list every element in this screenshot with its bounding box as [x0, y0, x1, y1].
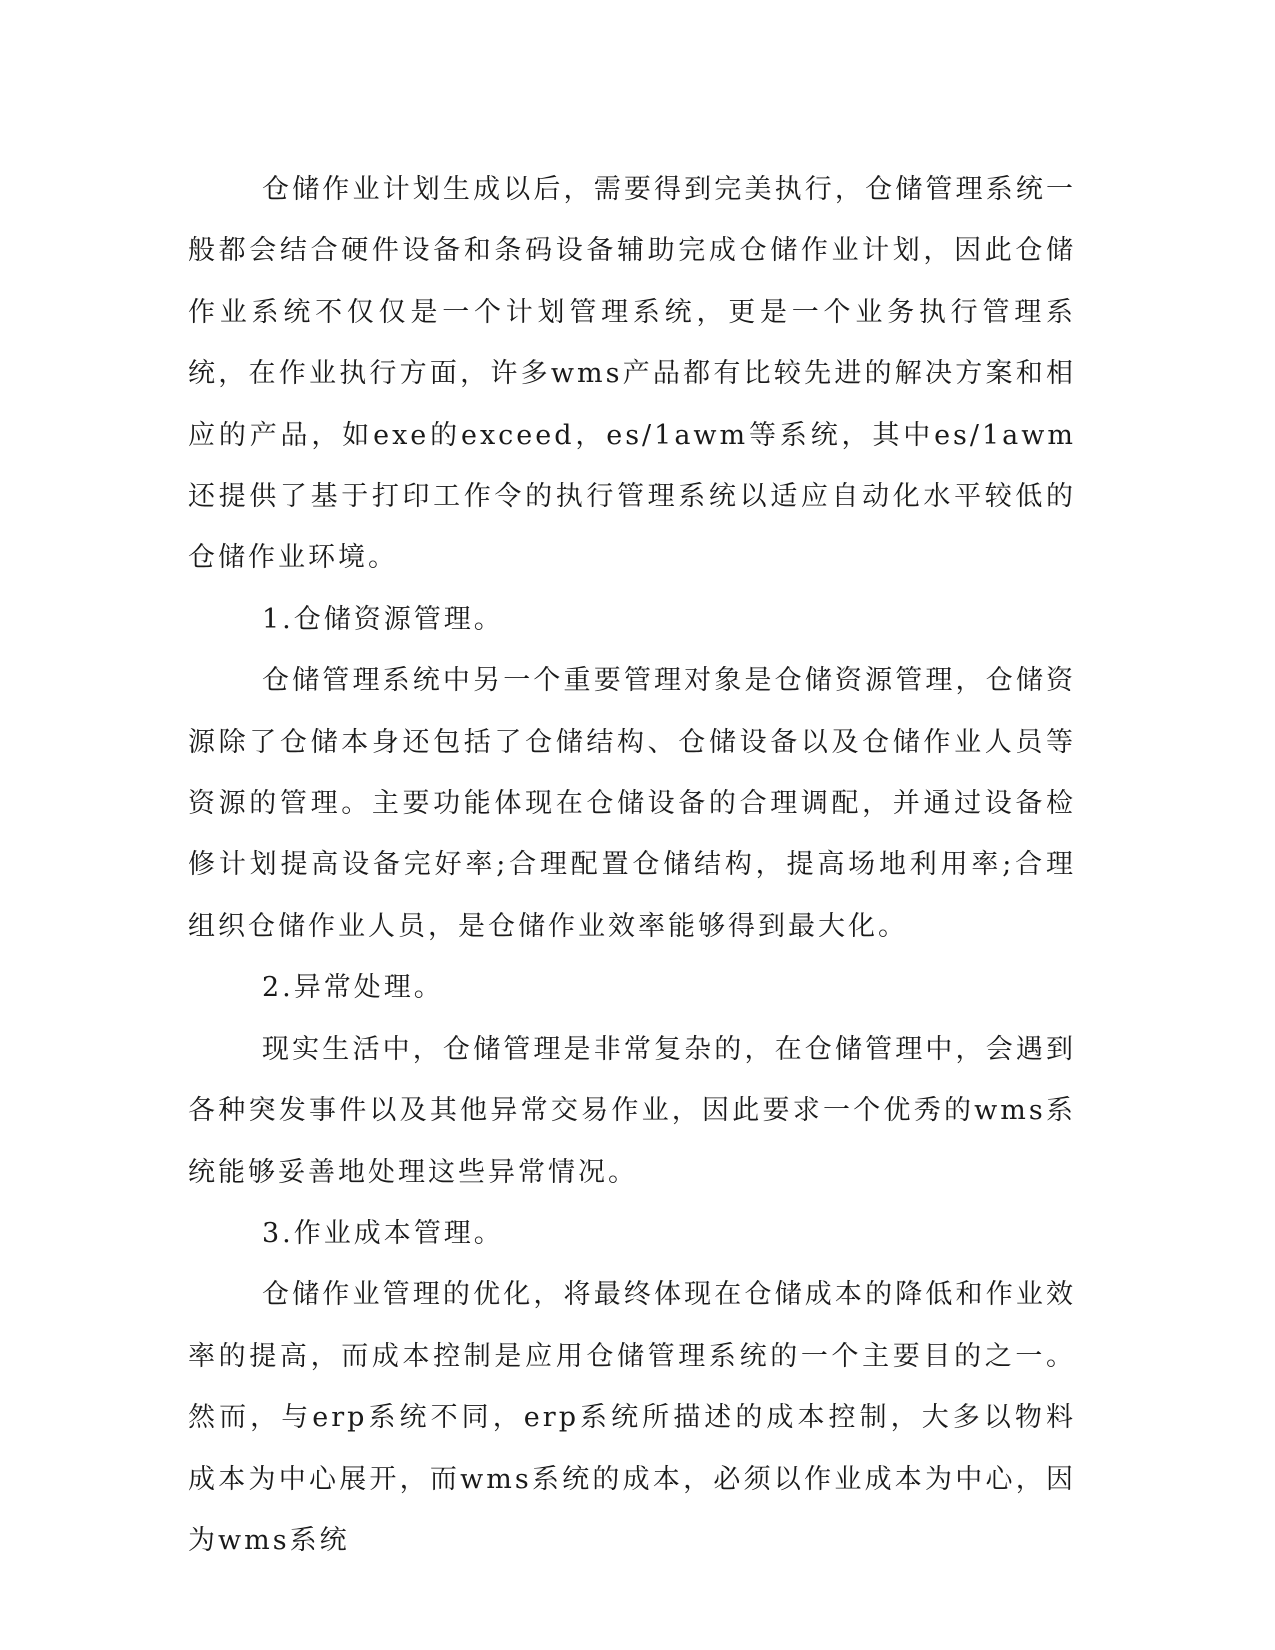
- heading-resource-management: 1.仓储资源管理。: [262, 603, 504, 635]
- paragraph-resource-management: 仓储管理系统中另一个重要管理对象是仓储资源管理，仓储资源除了仓储本身还包括了仓储结构、仓储设备以及仓储作业人员等资源的管理。主要功能体现在仓储设备的合理调配，并通过设备检修计划提高设备完好率;合理配置仓储结构，提高场地利用率;合理组织仓储作业人员，是仓储作业效率能够得到最大化。: [188, 665, 1076, 942]
- paragraph-cost-management: 仓储作业管理的优化，将最终体现在仓储成本的降低和作业效率的提高，而成本控制是应用仓储管理系统的一个主要目的之一。然而，与erp系统不同，erp系统所描述的成本控制，大多以物料成本为中心展开，而wms系统的成本，必须以作业成本为中心，因为wms系统: [188, 1279, 1076, 1556]
- heading-exception-handling: 2.异常处理。: [262, 972, 444, 1004]
- paragraph-exception-handling: 现实生活中，仓储管理是非常复杂的，在仓储管理中，会遇到各种突发事件以及其他异常交易作业，因此要求一个优秀的wms系统能够妥善地处理这些异常情况。: [188, 1033, 1076, 1188]
- heading-cost-management: 3.作业成本管理。: [262, 1217, 504, 1249]
- paragraph-work-execution: 仓储作业计划生成以后，需要得到完美执行，仓储管理系统一般都会结合硬件设备和条码设备辅助完成仓储作业计划，因此仓储作业系统不仅仅是一个计划管理系统，更是一个业务执行管理系统，在作业执行方面，许多wms产品都有比较先进的解决方案和相应的产品，如exe的exceed，es/1awm等系统，其中es/1awm还提供了基于打印工作令的执行管理系统以适应自动化水平较低的仓储作业环境。: [188, 174, 1076, 574]
- document-body: [188, 159, 1076, 1571]
